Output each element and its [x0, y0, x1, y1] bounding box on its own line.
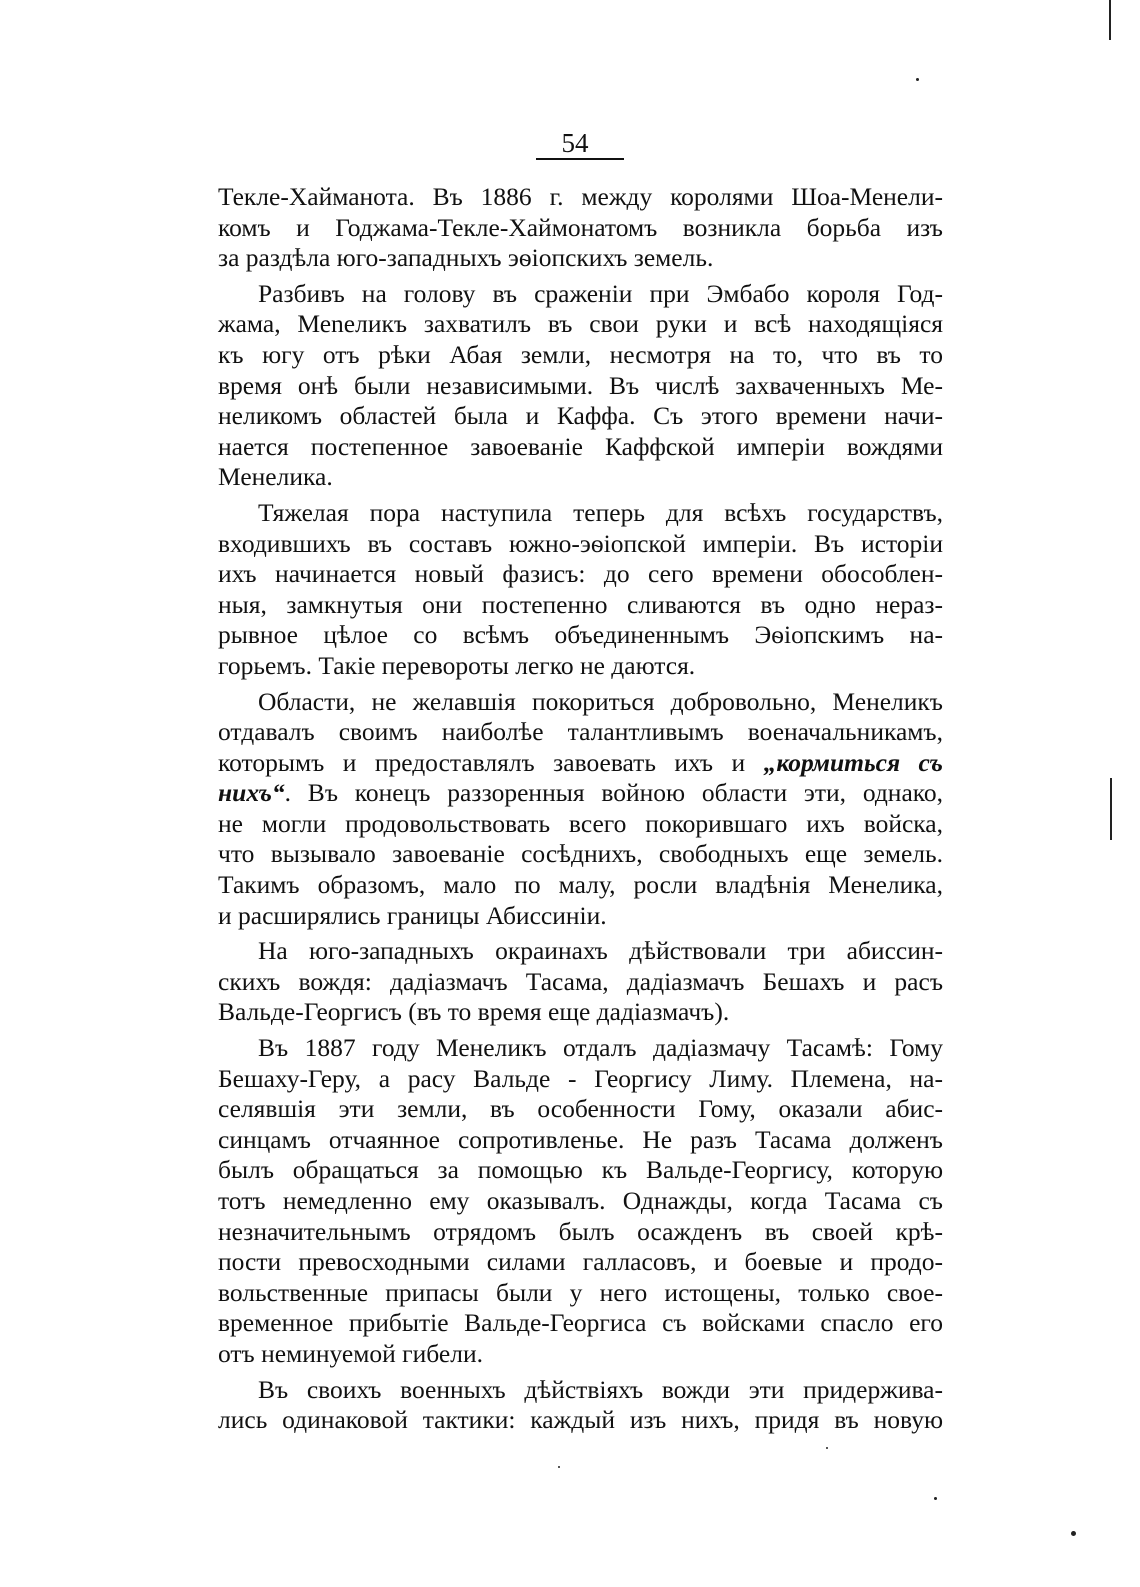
- text-line-with-italic: [218, 748, 943, 779]
- paragraph-2: [218, 279, 943, 493]
- paragraph-5: [218, 936, 943, 1028]
- scan-artifact-dot: [826, 1447, 828, 1449]
- text-line: пости превосходными силами галласовъ, и боевые и продо-: [218, 1247, 943, 1277]
- text-line: тотъ немедленно ему оказывалъ. Однажды, когда Тасама съ: [218, 1186, 943, 1215]
- text-line: Разбивъ на голову въ сраженіи при Эмбабо короля Год-: [258, 278, 943, 308]
- text-line: Менелика.: [218, 462, 333, 492]
- text-line: комъ и Годжама-Текле-Хаймонатомъ возникла борьба изъ: [218, 212, 943, 242]
- scan-artifact-dot: [1071, 1531, 1076, 1536]
- text-line: Такимъ образомъ, мало по малу, росли владѣнія Менелика,: [218, 870, 943, 900]
- text-line: отдавалъ своимъ наиболѣе талантливымъ военачальникамъ,: [218, 717, 943, 747]
- text-line: селявшія эти земли, въ особенности Гому, оказали абис-: [218, 1094, 943, 1124]
- text-line: незначительнымъ отрядомъ былъ осажденъ въ своей крѣ-: [218, 1216, 943, 1246]
- text-line: что вызывало завоеваніе сосѣднихъ, свободныхъ еще земель.: [218, 839, 943, 869]
- paragraph-6: [218, 1033, 943, 1370]
- text-line: Въ 1887 году Менеликъ отдалъ дадіазмачу Тасамѣ: Гому: [258, 1033, 943, 1063]
- text-line: не могли продовольствовать всего покорившаго ихъ войска,: [218, 808, 943, 838]
- text-line: и расширялись границы Абиссиніи.: [218, 900, 607, 930]
- page-number-rule: [536, 158, 624, 160]
- paragraph-7: [218, 1375, 943, 1436]
- page-number: 54: [561, 128, 589, 158]
- text-fragment: . Въ конецъ раззоренныя войною области эти, однако,: [284, 778, 943, 808]
- scan-artifact-right-margin: [1110, 778, 1112, 840]
- text-line: Текле-Хайманота. Въ 1886 г. между королями Шоа-Менели-: [218, 182, 943, 211]
- italic-phrase: нихъ“: [218, 778, 285, 808]
- text-line: ныя, замкнутыя они постепенно сливаются въ одно нераз-: [218, 589, 943, 619]
- text-line: Области, не желавшія покориться добровольно, Менеликъ: [258, 686, 943, 716]
- body-text: [218, 182, 943, 1441]
- scan-artifact-dot: [934, 1497, 937, 1500]
- scan-artifact-right-edge-top: [1109, 0, 1111, 40]
- scan-artifact-dot: [916, 78, 919, 81]
- text-line: къ югу отъ рѣки Абая земли, несмотря на то, что въ то: [218, 339, 943, 369]
- text-line: Тяжелая пора наступила теперь для всѣхъ государствъ,: [258, 497, 943, 527]
- text-line: за раздѣла юго-западныхъ эѳіопскихъ земель.: [218, 243, 714, 273]
- text-line: Въ своихъ военныхъ дѣйствіяхъ вожди эти придержива-: [258, 1374, 943, 1404]
- text-line: рывное цѣлое со всѣмъ объединеннымъ Эѳіопскимъ на-: [218, 620, 943, 650]
- text-line: отъ неминуемой гибели.: [218, 1338, 483, 1368]
- paragraph-1: [218, 182, 943, 274]
- text-line: нается постепенное завоеваніе Каффской имперіи вождями: [218, 431, 943, 461]
- text-line: горьемъ. Такіе перевороты легко не даются.: [218, 650, 696, 680]
- text-line: входившихъ въ составъ южно-эѳіопской имперіи. Въ исторіи: [218, 528, 943, 558]
- text-line: временное прибытіе Вальде-Георгиса съ войсками спасло его: [218, 1308, 943, 1338]
- text-line: былъ обращаться за помощью къ Вальде-Георгису, которую: [218, 1155, 943, 1185]
- text-line: неликомъ областей была и Каффа. Съ этого времени начи-: [218, 401, 943, 431]
- text-line: жама, Меneликъ захватилъ въ свои руки и всѣ находящіяся: [218, 309, 943, 339]
- italic-phrase: „кормиться съ: [763, 747, 943, 777]
- paragraph-3: [218, 498, 943, 682]
- text-line: Бешаху-Геру, а расу Вальде - Георгису Лиму. Племена, на-: [218, 1063, 943, 1093]
- text-line: время онѣ были независимыми. Въ числѣ захваченныхъ Ме-: [218, 370, 943, 400]
- text-line: ихъ начинается новый фазисъ: до сего времени обособлен-: [218, 559, 943, 589]
- text-line: На юго-западныхъ окраинахъ дѣйствовали три абиссин-: [258, 936, 943, 966]
- text-line: Вальде-Георгисъ (въ то время еще дадіазмачъ).: [218, 997, 730, 1027]
- text-line: скихъ вождя: дадіазмачъ Тасама, дадіазмачъ Бешахъ и расъ: [218, 966, 943, 996]
- text-line: лись одинаковой тактики: каждый изъ нихъ, придя въ новую: [218, 1405, 943, 1435]
- scan-artifact-dot: [558, 1466, 560, 1468]
- text-line-with-italic: [218, 778, 943, 809]
- text-line: синцамъ отчаянное сопротивленье. Не разъ Тасама долженъ: [218, 1124, 943, 1154]
- text-fragment: которымъ и предоставлялъ завоевать ихъ и: [218, 747, 764, 777]
- paragraph-4: [218, 687, 943, 932]
- text-line: вольственные припасы были у него истощены, только свое-: [218, 1277, 943, 1307]
